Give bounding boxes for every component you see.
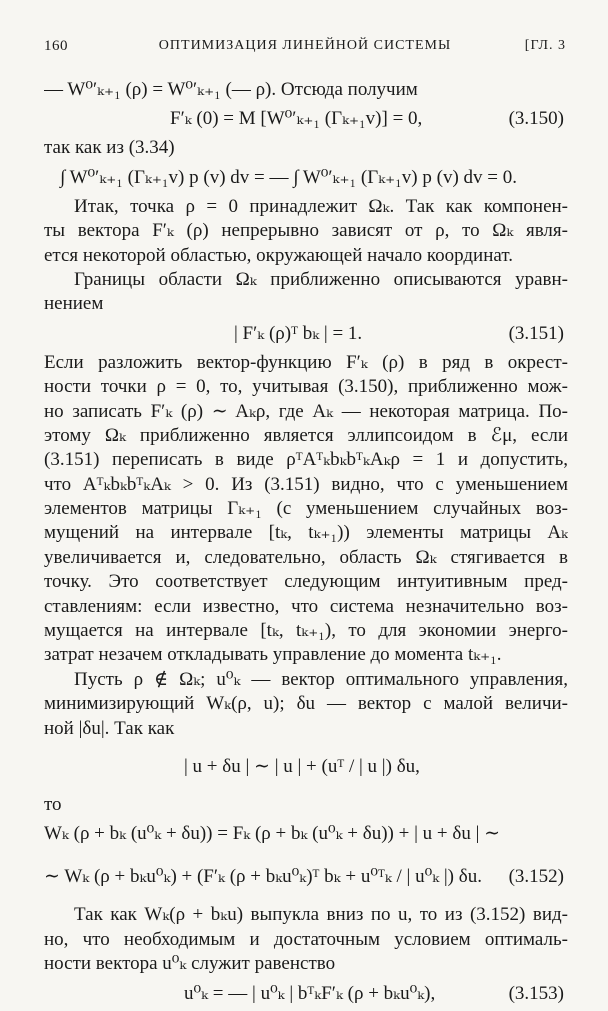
page-header: [44, 38, 566, 62]
paragraph-line: элементов матрицы Γₖ₊₁ (с уменьшением случайных воз-: [44, 498, 568, 520]
equation-3-152-line1: [44, 817, 568, 851]
paragraph-line: минимизирующий Wₖ(ρ, u); δu — вектор с малой величи-: [44, 693, 568, 715]
paragraph-line: ности вектора u⁰ₖ служит равенство: [44, 953, 336, 975]
paragraph-line: мущений на интервале [tₖ, tₖ₊₁)) элементы матрицы Aₖ: [44, 522, 568, 544]
paragraph-line: Итак, точка ρ = 0 принадлежит Ωₖ. Так как компонен-: [74, 195, 568, 217]
equation-approx: [44, 741, 568, 793]
equation-3-152-line2: [44, 851, 568, 903]
equation-number: (3.150): [508, 108, 564, 130]
text-line: так как из (3.34): [44, 137, 175, 159]
formula: | F′ₖ (ρ)ᵀ bₖ | = 1.: [234, 322, 363, 344]
equation-3-150: [44, 102, 568, 136]
running-title: ОПТИМИЗАЦИЯ ЛИНЕЙНОЙ СИСТЕМЫ: [158, 38, 452, 53]
paragraph-line: Так как Wₖ(ρ + bₖu) выпукла вниз по u, то из (3.152) вид-: [74, 904, 568, 926]
paragraph-line: Если разложить вектор-функцию F′ₖ (ρ) в ряд в окрест-: [44, 351, 568, 373]
page-body: [44, 78, 568, 1011]
paragraph-line: мущается на интервале [tₖ, tₖ₊₁), то для экономии энерго-: [44, 620, 568, 642]
page-number: 160: [44, 38, 68, 54]
formula: u⁰ₖ = — | u⁰ₖ | bᵀₖF′ₖ (ρ + bₖu⁰ₖ),: [184, 982, 436, 1004]
paragraph-line: ной |δu|. Так как: [44, 717, 175, 739]
formula: | u + δu | ∼ | u | + (uᵀ / | u |) δu,: [184, 755, 420, 777]
equation-number: (3.152): [508, 866, 564, 888]
paragraph-line: этому Ωₖ приближенно является эллипсоидом в ℰμ, если: [44, 424, 568, 446]
equation-integral: [44, 161, 568, 195]
paragraph-line: ставлениям: если известно, что система незначительно воз-: [44, 595, 568, 617]
paragraph-line: (3.151) переписать в виде ρᵀAᵀₖbₖbᵀₖAₖρ = 1 и допустить,: [44, 449, 568, 471]
text-line: — W⁰′ₖ₊₁ (ρ) = W⁰′ₖ₊₁ (— ρ). Отсюда получим: [44, 79, 418, 100]
paragraph-line: что AᵀₖbₖbᵀₖAₖ > 0. Из (3.151) видно, что с уменьшением: [44, 473, 568, 495]
paragraph-line: Границы области Ωₖ приближенно описываются уравн-: [74, 268, 568, 290]
equation-number: (3.151): [508, 322, 564, 344]
equation-3-151: [44, 317, 568, 351]
equation-3-153: [44, 977, 568, 1011]
formula: Wₖ (ρ + bₖ (u⁰ₖ + δu)) = Fₖ (ρ + bₖ (u⁰ₖ + δu)) + | u + δu | ∼: [44, 823, 501, 845]
chapter-mark: [ГЛ. 3: [524, 38, 566, 53]
equation-number: (3.153): [508, 982, 564, 1004]
paragraph-line: но записать F′ₖ (ρ) ∼ Aₖρ, где Aₖ — некоторая матрица. По-: [44, 400, 568, 422]
paragraph-line: точку. Это соответствует следующим интуитивным пред-: [44, 571, 568, 593]
formula: ∼ Wₖ (ρ + bₖu⁰ₖ) + (F′ₖ (ρ + bₖu⁰ₖ)ᵀ bₖ + u⁰ᵀₖ / | u⁰ₖ |) δu.: [44, 866, 482, 888]
paragraph-line: ется некоторой областью, окружающей начало координат.: [44, 244, 513, 266]
text-line: то: [44, 793, 62, 815]
paragraph-line: но, что необходимым и достаточным условием оптималь-: [44, 928, 568, 950]
paragraph-line: ты вектора F′ₖ (ρ) непрерывно зависят от ρ, то Ωₖ явля-: [44, 220, 568, 242]
paragraph-line: Пусть ρ ∉ Ωₖ; u⁰ₖ — вектор оптимального управления,: [74, 668, 568, 690]
formula: F′ₖ (0) = M [W⁰′ₖ₊₁ (Γₖ₊₁v)] = 0,: [170, 108, 423, 130]
paragraph-line: увеличивается и, следовательно, область Ωₖ стягивается в: [44, 546, 568, 568]
paragraph-line: ности точки ρ = 0, то, учитывая (3.150), приближенно мож-: [44, 376, 568, 398]
formula: ∫ W⁰′ₖ₊₁ (Γₖ₊₁v) p (v) dv = — ∫ W⁰′ₖ₊₁ (Γₖ₊₁v) p (v) dv = 0.: [60, 166, 517, 188]
paragraph-line: нением: [44, 293, 104, 315]
paragraph-line: затрат незачем откладывать управление до момента tₖ₊₁.: [44, 644, 502, 666]
